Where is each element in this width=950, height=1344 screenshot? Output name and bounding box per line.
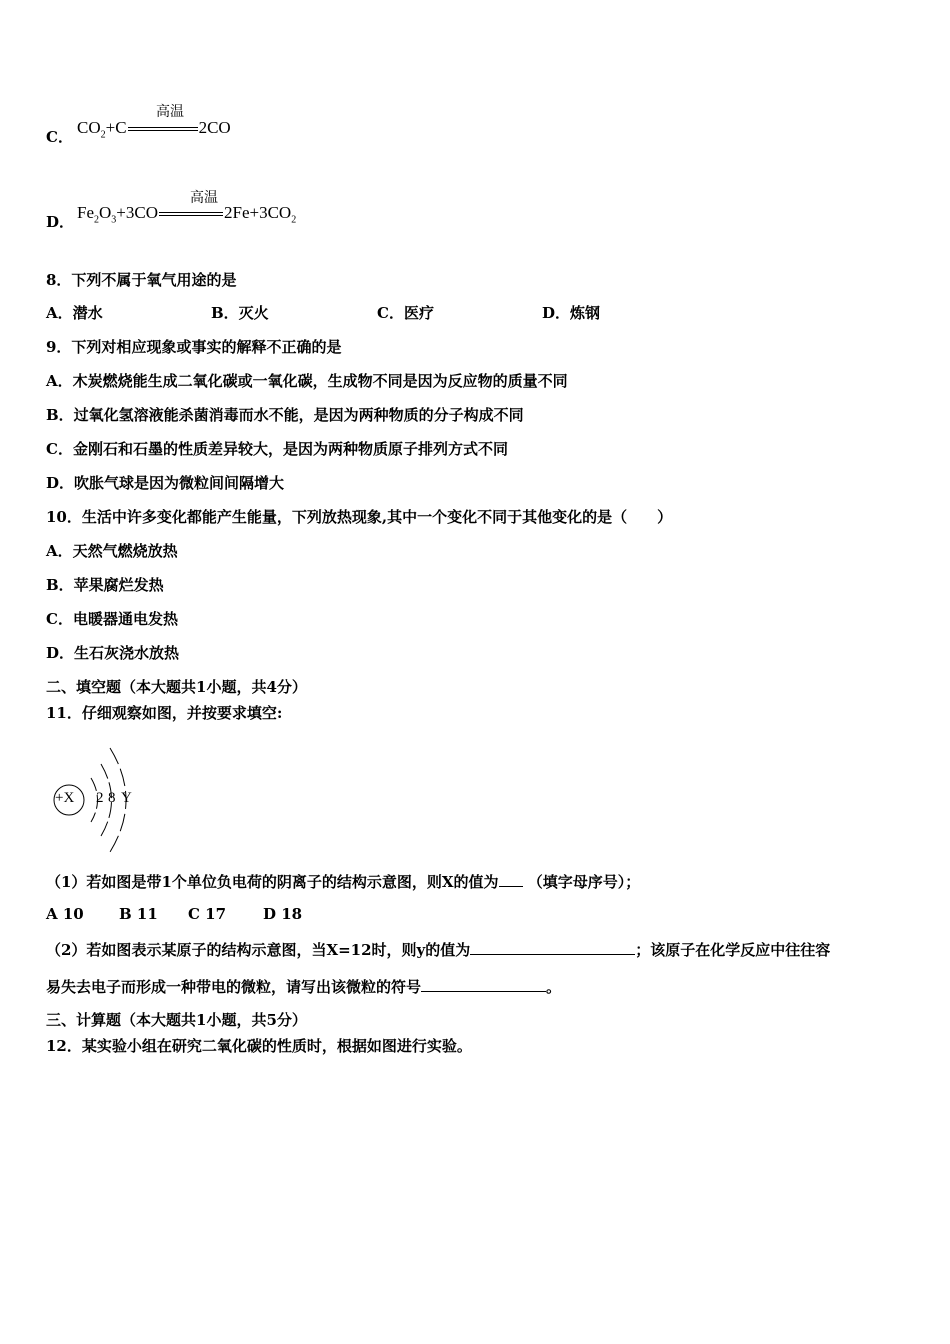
- q11-part-2-cont: [46, 977, 561, 996]
- q10-option-c: C．电暖器通电发热: [46, 610, 178, 628]
- q11-part-2: [46, 940, 830, 959]
- q10-option-b: B．苹果腐烂发热: [46, 576, 164, 594]
- q9-stem: 9．下列对相应现象或事实的解释不正确的是: [46, 338, 342, 356]
- shell-1-electrons: 2: [96, 790, 104, 806]
- q8-option-b: B．灭火: [211, 304, 269, 322]
- text: （2）若如图表示某原子的结构示意图，当X=12时，则y的值为: [46, 941, 471, 959]
- subscript: 2: [94, 214, 99, 226]
- equals-arrow: [159, 212, 223, 216]
- subscript: 2: [291, 214, 297, 226]
- formula: O: [99, 203, 112, 222]
- q7-option-c-equation: [77, 118, 231, 140]
- q9-option-c: C．金刚石和石墨的性质差异较大，是因为两种物质原子排列方式不同: [46, 440, 508, 458]
- section-2-heading: 二、填空题（本大题共1小题，共4分）: [46, 678, 307, 696]
- text: （1）若如图是带1个单位负电荷的阴离子的结构示意图，则X的值为: [46, 873, 499, 891]
- reaction-condition: 高温: [190, 190, 218, 206]
- option-a: A 10: [46, 905, 84, 923]
- option-b: B 11: [119, 905, 158, 923]
- formula: +3CO: [116, 203, 158, 222]
- q12-stem: 12．某实验小组在研究二氧化碳的性质时，根据如图进行实验。: [46, 1037, 472, 1055]
- formula: +C: [105, 118, 127, 137]
- answer-blank[interactable]: [499, 872, 523, 887]
- q11-stem: 11．仔细观察如图，并按要求填空:: [46, 704, 283, 722]
- q10-option-d: D．生石灰浇水放热: [46, 644, 180, 662]
- text: 。: [546, 978, 562, 996]
- section-3-heading: 三、计算题（本大题共1小题，共5分）: [46, 1011, 307, 1029]
- nucleus-charge: +X: [55, 790, 75, 806]
- answer-blank[interactable]: [421, 977, 546, 992]
- formula: Fe: [77, 203, 94, 222]
- q8-option-a: A．潜水: [46, 304, 103, 322]
- q7-option-d-label: D．: [46, 213, 75, 231]
- q8-option-c: C．医疗: [377, 304, 434, 322]
- q8-stem: 8．下列不属于氧气用途的是: [46, 271, 237, 289]
- q9-option-b: B．过氧化氢溶液能杀菌消毒而水不能，是因为两种物质的分子构成不同: [46, 406, 524, 424]
- q7-option-d-equation: [77, 203, 296, 225]
- answer-blank[interactable]: [470, 940, 635, 955]
- shell-2-electrons: 8: [108, 790, 116, 806]
- formula: CO: [77, 118, 101, 137]
- text: （填字母序号）；: [527, 873, 641, 891]
- equals-arrow: [128, 127, 198, 131]
- formula: 2Fe+3CO: [223, 203, 292, 222]
- option-c: C 17: [188, 905, 227, 923]
- q9-option-a: A．木炭燃烧能生成二氧化碳或一氧化碳，生成物不同是因为反应物的质量不同: [46, 372, 568, 390]
- q9-option-d: D．吹胀气球是因为微粒间间隔增大: [46, 474, 285, 492]
- text: ；该原子在化学反应中往往容: [635, 941, 831, 959]
- text: 易失去电子而形成一种带电的微粒，请写出该微粒的符号: [46, 978, 422, 996]
- formula: 2CO: [198, 118, 231, 137]
- subscript: 3: [111, 214, 117, 226]
- q8-option-d: D．炼钢: [542, 304, 601, 322]
- reaction-condition: 高温: [156, 104, 184, 120]
- q10-option-a: A．天然气燃烧放热: [46, 542, 178, 560]
- shell-3-electrons: Y: [121, 790, 132, 806]
- subscript: 2: [100, 129, 106, 141]
- q11-part-1: [46, 872, 640, 891]
- q10-stem: 10．生活中许多变化都能产生能量，下列放热现象,其中一个变化不同于其他变化的是（ ）: [46, 508, 673, 526]
- q7-option-c-label: C．: [46, 128, 73, 146]
- option-d: D 18: [263, 905, 303, 923]
